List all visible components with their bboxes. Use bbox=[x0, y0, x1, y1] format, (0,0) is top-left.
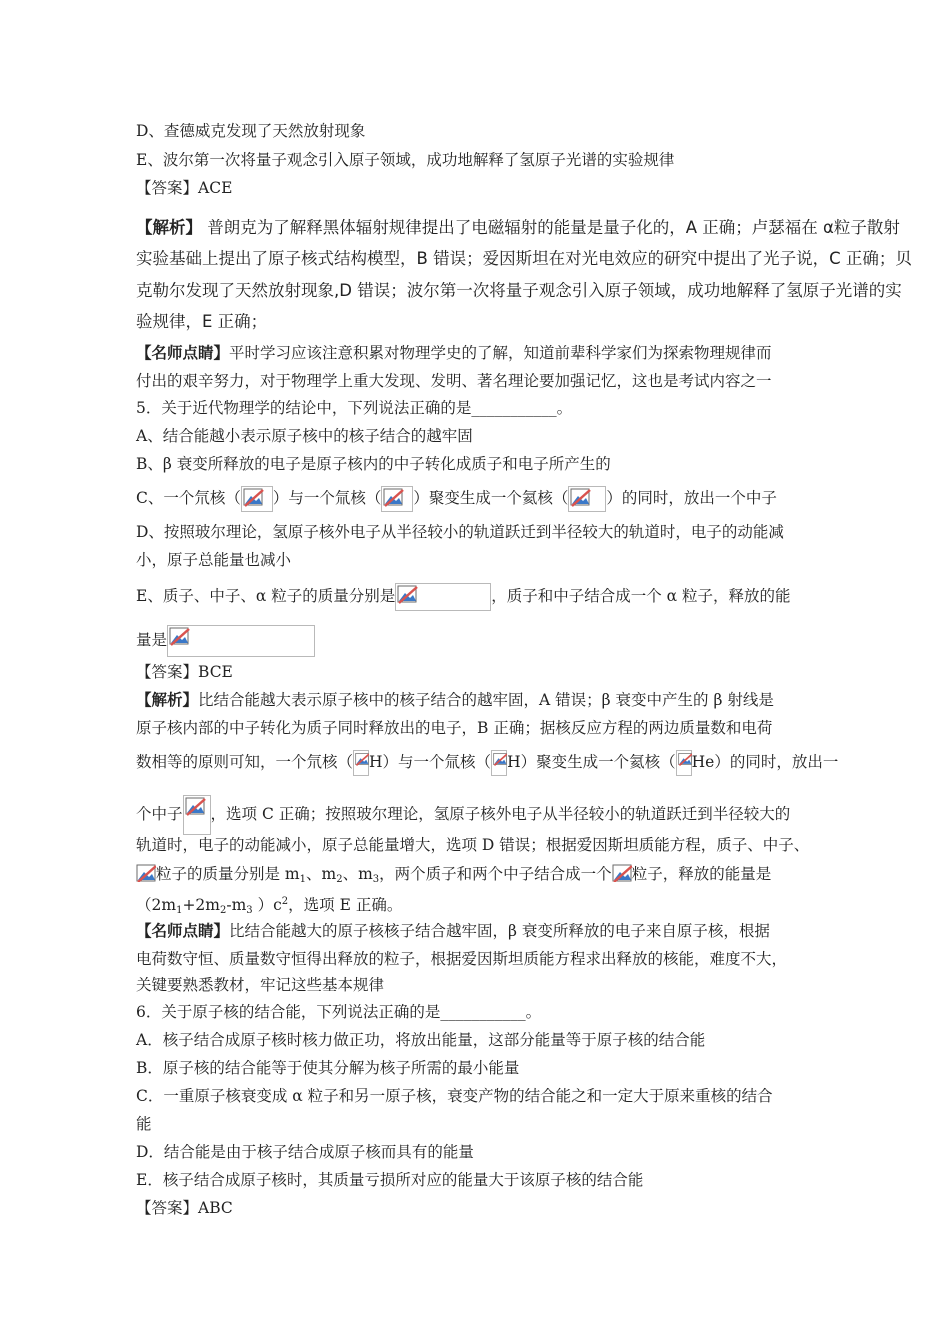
tritium-inline-image bbox=[491, 750, 507, 776]
q5-option-a: A、结合能越小表示原子核中的核子结合的越牢固 bbox=[136, 427, 473, 445]
q5-analysis-line-7 bbox=[136, 892, 402, 921]
tip-text: 比结合能越大的原子核核子结合越牢固，β 衰变所释放的电子来自原子核，根据 bbox=[229, 922, 770, 940]
q6-option-d: D．结合能是由于核子结合成原子核而具有的能量 bbox=[136, 1143, 474, 1161]
broken-image-icon bbox=[570, 488, 594, 510]
subscript: 2 bbox=[219, 905, 227, 916]
alpha-broken-image-icon bbox=[612, 864, 632, 882]
mass-values-image bbox=[395, 583, 491, 611]
broken-image-icon bbox=[397, 585, 421, 607]
analysis-text: （2m bbox=[136, 896, 177, 914]
answer-tag: 【答案】 bbox=[136, 663, 199, 681]
q4-option-e: E、波尔第一次将量子观念引入原子领域，成功地解释了氢原子光谱的实验规律 bbox=[136, 151, 675, 169]
analysis-text: 粒子的质量分别是 m bbox=[156, 865, 300, 883]
analysis-text: 粒子，释放的能量是 bbox=[631, 865, 772, 883]
q4-analysis-line-3: 克勒尔发现了天然放射现象,D 错误；波尔第一次将量子观念引入原子领域，成功地解释了氢原子光谱的实 bbox=[136, 281, 902, 300]
broken-image-icon bbox=[493, 752, 507, 766]
q5-analysis-line-4 bbox=[136, 795, 790, 835]
analysis-text: ）聚变生成一个氦核（ bbox=[520, 753, 676, 771]
analysis-text: 普朗克为了解释黑体辐射规律提出了电磁辐射的能量是量子化的，A 正确；卢瑟福在 α粒子散射 bbox=[202, 218, 900, 237]
option-e-text-2: ，质子和中子结合成一个 α 粒子，释放的能 bbox=[491, 587, 791, 605]
broken-image-icon bbox=[243, 488, 267, 510]
q6-option-a: A．核子结合成原子核时核力做正功，将放出能量，这部分能量等于原子核的结合能 bbox=[136, 1031, 706, 1049]
analysis-tag: 【解析】 bbox=[136, 690, 199, 709]
answer-tag: 【答案】 bbox=[136, 179, 199, 197]
helium-inline-image bbox=[676, 750, 692, 776]
helium-symbol: He bbox=[691, 753, 715, 771]
broken-image-icon bbox=[185, 797, 209, 819]
tritium-formula-image bbox=[381, 486, 413, 512]
q5-analysis-line-6 bbox=[136, 864, 771, 890]
answer-value: ABC bbox=[198, 1199, 233, 1217]
option-c-text-1: C、一个氘核（ bbox=[136, 489, 241, 507]
answer-value: BCE bbox=[198, 663, 233, 681]
deuterium-inline-image bbox=[353, 750, 369, 776]
option-e-text-3: 量是 bbox=[136, 631, 168, 649]
subscript: 2 bbox=[336, 874, 343, 885]
subscript: 1 bbox=[299, 874, 307, 885]
q4-tip-line-2: 付出的艰辛努力，对于物理学上重大发现、发明、著名理论要加强记忆，这也是考试内容之一 bbox=[136, 372, 772, 390]
q5-analysis-line-3 bbox=[136, 750, 838, 776]
q5-analysis-line-5: 轨道时，电子的动能减小，原子总能量增大，选项 D 错误；根据爱因斯坦质能方程，质子、中子、 bbox=[136, 836, 810, 854]
option-c-text-3: ）聚变生成一个氦核（ bbox=[413, 489, 569, 507]
q5-stem: 5．关于近代物理学的结论中，下列说法正确的是___________。 bbox=[136, 399, 573, 417]
tip-text: 平时学习应该注意积累对物理学史的了解，知道前辈科学家们为探索物理规律而 bbox=[229, 344, 772, 362]
tip-tag: 【名师点睛】 bbox=[136, 343, 230, 362]
q4-analysis-line-1 bbox=[136, 218, 900, 238]
analysis-text: ）的同时，放出一 bbox=[714, 753, 839, 771]
subscript: 1 bbox=[176, 905, 183, 916]
tip-tag: 【名师点睛】 bbox=[136, 921, 230, 940]
q5-option-b: B、β 衰变所释放的电子是原子核内的中子转化成质子和电子所产生的 bbox=[136, 455, 611, 473]
hydrogen-symbol: H bbox=[369, 753, 383, 771]
q6-option-b: B．原子核的结合能等于使其分解为核子所需的最小能量 bbox=[136, 1059, 520, 1077]
analysis-text: ）c bbox=[252, 896, 282, 914]
q5-option-d-line-2: 小，原子总能量也减小 bbox=[136, 551, 292, 569]
analysis-text: ，两个质子和两个中子结合成一个 bbox=[379, 865, 612, 883]
q4-analysis-line-4: 验规律，E 正确； bbox=[136, 312, 268, 331]
analysis-text: ）与一个氚核（ bbox=[382, 753, 492, 771]
q5-tip-line-2: 电荷数守恒、质量数守恒得出释放的粒子，根据爱因斯坦质能方程求出释放的核能，难度不大， bbox=[136, 950, 788, 968]
analysis-text: 、m bbox=[306, 865, 337, 883]
option-c-text-2: ）与一个氚核（ bbox=[272, 489, 382, 507]
analysis-text: 、m bbox=[342, 865, 373, 883]
q6-answer bbox=[136, 1198, 233, 1218]
analysis-text: ，选项 C 正确；按照玻尔理论，氢原子核外电子从半径较小的轨道跃迁到半径较大的 bbox=[210, 805, 791, 823]
q4-answer bbox=[136, 178, 232, 198]
broken-image-icon bbox=[678, 752, 692, 766]
analysis-text: 个中子 bbox=[136, 805, 183, 823]
alpha-broken-image-icon bbox=[136, 864, 156, 882]
answer-value: ACE bbox=[198, 179, 233, 197]
answer-tag: 【答案】 bbox=[136, 1199, 199, 1217]
q5-option-c bbox=[136, 486, 777, 512]
superscript: 2 bbox=[281, 896, 289, 907]
analysis-text: 比结合能越大表示原子核中的核子结合的越牢固，A 错误；β 衰变中产生的 β 射线是 bbox=[198, 691, 774, 709]
deuterium-formula-image bbox=[241, 486, 273, 512]
q6-option-c-line-2: 能 bbox=[136, 1115, 152, 1133]
analysis-text: ，选项 E 正确。 bbox=[288, 896, 403, 914]
q4-option-d: D、查德威克发现了天然放射现象 bbox=[136, 122, 366, 140]
option-e-text-1: E、质子、中子、α 粒子的质量分别是 bbox=[136, 587, 396, 605]
broken-image-icon bbox=[169, 627, 193, 649]
q5-analysis-line-2: 原子核内部的中子转化为质子同时释放出的电子，B 正确；据核反应方程的两边质量数和电荷 bbox=[136, 719, 773, 737]
q5-answer bbox=[136, 662, 233, 682]
analysis-text: 数相等的原则可知，一个氘核（ bbox=[136, 753, 354, 771]
q6-option-c-line-1: C．一重原子核衰变成 α 粒子和另一原子核，衰变产物的结合能之和一定大于原来重核的结合 bbox=[136, 1087, 773, 1105]
analysis-tag: 【解析】 bbox=[136, 218, 202, 237]
hydrogen-symbol: H bbox=[507, 753, 521, 771]
q5-option-e-line-2 bbox=[136, 625, 315, 657]
subscript: 3 bbox=[372, 874, 380, 885]
q5-tip-line-3: 关键要熟悉教材，牢记这些基本规律 bbox=[136, 976, 385, 994]
q5-tip-line-1 bbox=[136, 921, 770, 941]
option-c-text-4: ）的同时，放出一个中子 bbox=[606, 489, 777, 507]
subscript: 3 bbox=[246, 905, 253, 916]
q4-tip-line-1 bbox=[136, 343, 772, 363]
helium-formula-image bbox=[568, 486, 606, 512]
q5-option-d-line-1: D、按照玻尔理论，氢原子核外电子从半径较小的轨道跃迁到半径较大的轨道时，电子的动能减 bbox=[136, 523, 784, 541]
analysis-text: +2m bbox=[182, 896, 220, 914]
analysis-text: -m bbox=[226, 896, 247, 914]
q5-analysis-line-1 bbox=[136, 690, 774, 710]
neutron-inline-image bbox=[183, 795, 211, 835]
energy-value-image bbox=[167, 625, 315, 657]
q6-option-e: E．核子结合成原子核时，其质量亏损所对应的能量大于该原子核的结合能 bbox=[136, 1171, 644, 1189]
q5-option-e-line-1 bbox=[136, 583, 791, 611]
broken-image-icon bbox=[383, 488, 407, 510]
q6-stem: 6．关于原子核的结合能，下列说法正确的是___________。 bbox=[136, 1003, 542, 1021]
broken-image-icon bbox=[355, 752, 369, 766]
q4-analysis-line-2: 实验基础上提出了原子核式结构模型，B 错误；爱因斯坦在对光电效应的研究中提出了光子说，C 正确；贝 bbox=[136, 249, 912, 268]
